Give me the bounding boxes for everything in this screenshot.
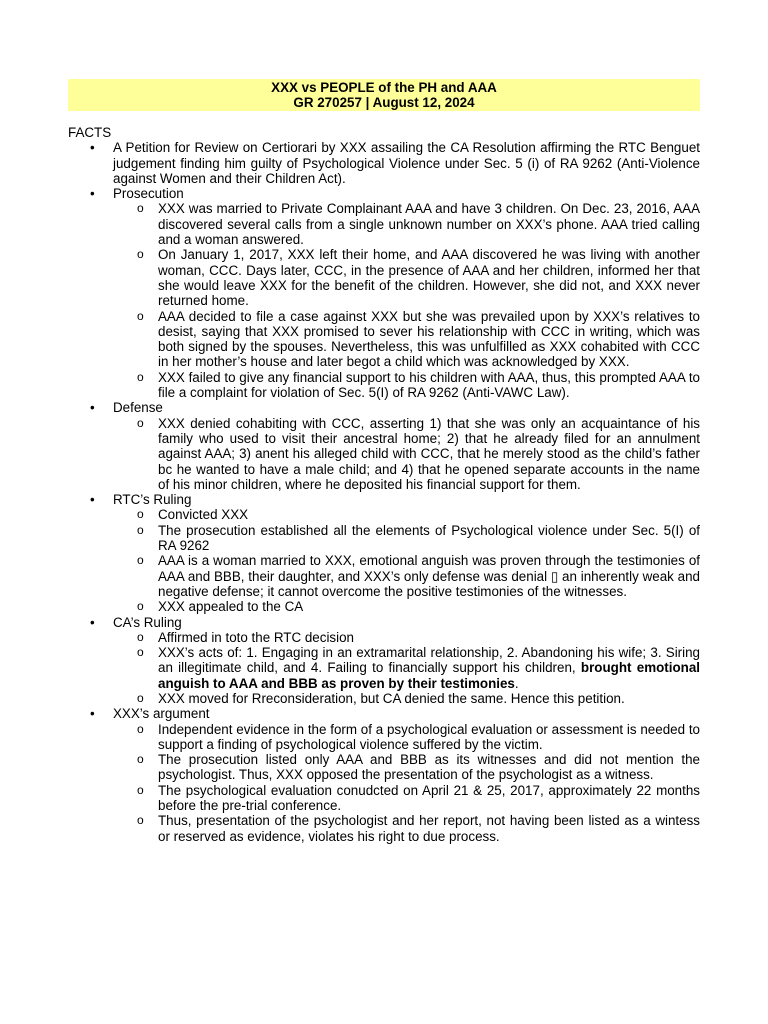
list-item: o Convicted XXX <box>137 507 249 523</box>
list-item-xxx-argument <box>68 706 700 844</box>
ca-ruling-label: CA’s Ruling <box>113 614 182 630</box>
prosecution-list <box>113 201 700 400</box>
sub-bullet-icon: o <box>137 629 144 644</box>
sub-bullet-icon: o <box>137 522 144 537</box>
list-item: o AAA is a woman married to XXX, emotional anguish was proven through the testimonies of AAA and BBB, their daughter, and XXX’s only defense was denial ▯ an inherently weak and negative defense; it cannot overcome the positive testimonies of the witnesses. <box>137 553 700 599</box>
section-heading: FACTS <box>68 125 112 140</box>
sub-bullet-icon: o <box>137 813 144 828</box>
sub-bullet-icon: o <box>137 553 144 568</box>
bold-emphasis: brought emotional anguish to AAA and BBB as proven by their testimonies <box>158 660 701 691</box>
list-item: o Affirmed in toto the RTC decision <box>137 629 354 645</box>
list-item: o The psychological evaluation conudcted on April 21 & 25, 2017, approximately 22 months before the pre-trial conference. <box>137 782 700 814</box>
sub-bullet-icon: o <box>137 507 144 522</box>
sub-bullet-icon: o <box>137 201 144 216</box>
list-item: o The prosecution listed only AAA and BBB as its witnesses and did not mention the psychologist. Thus, XXX opposed the presentation of the psychologist as a witness. <box>137 752 700 783</box>
case-title: XXX vs PEOPLE of the PH and AAA <box>271 80 497 95</box>
sub-bullet-icon: o <box>137 308 144 323</box>
bullet-icon: • <box>90 492 95 508</box>
sub-bullet-icon: o <box>137 247 144 262</box>
list-item: o AAA decided to file a case against XXX but she was prevailed upon by XXX’s relatives to desist, saying that XXX promised to sever his relationship with CCC in writing, which was both signed by the spouses. Nevertheless, this was unfulfilled as XXX cohabited with CCC in her mother’s house and later begot a child which was acknowledged by XXX. <box>137 308 700 370</box>
sub-bullet-icon: o <box>137 599 144 614</box>
sub-bullet-icon: o <box>137 645 144 660</box>
list-item: o XXX appealed to the CA <box>137 599 304 615</box>
list-item-ca-ruling <box>68 615 700 707</box>
bullet-icon: • <box>90 140 95 156</box>
list-item: o XXX’s acts of: 1. Engaging in an extramarital relationship, 2. Abandoning his wife; 3. Siring an illegitimate child, and 4. Failing to financially support his children, brought emotional anguish to AAA and BBB as proven by their testimonies. <box>137 645 701 691</box>
list-item-petition <box>68 140 700 186</box>
list-item: o The prosecution established all the elements of Psychological violence under Sec. 5(I) of RA 9262 <box>137 522 700 554</box>
rtc-ruling-list <box>113 507 700 614</box>
list-item: o Independent evidence in the form of a psychological evaluation or assessment is needed to support a finding of psychological violence suffered by the victim. <box>137 721 700 752</box>
list-item: o XXX failed to give any financial support to his children with AAA, thus, this prompted AAA to file a complaint for violation of Sec. 5(I) of RA 9262 (Anti-VAWC Law). <box>137 369 700 401</box>
bullet-icon: • <box>90 706 95 722</box>
bullet-icon: • <box>90 614 95 630</box>
ca-ruling-list <box>113 630 700 706</box>
list-item-rtc-ruling <box>68 492 700 614</box>
facts-section <box>68 125 700 844</box>
list-item: o XXX moved for Rreconsideration, but CA denied the same. Hence this petition. <box>137 690 625 706</box>
petition-text: A Petition for Review on Certiorari by XXX assailing the CA Resolution affirming the RTC Benguet judgement finding him guilty of Psychological Violence under Sec. 5 (i) of RA 9262 (Anti-Violence against Women and their Children Act). <box>113 140 700 186</box>
sub-bullet-icon: o <box>137 690 144 705</box>
argument-list <box>113 722 700 844</box>
list-item-prosecution <box>68 186 700 400</box>
case-title-box <box>68 79 700 111</box>
defense-list <box>113 416 700 492</box>
sub-bullet-icon: o <box>137 369 144 384</box>
list-item: o Thus, presentation of the psychologist and her report, not having been listed as a wintess or reserved as evidence, violates his right to due process. <box>137 813 700 844</box>
list-item: o XXX was married to Private Complainant AAA and have 3 children. On Dec. 23, 2016, AAA discovered several calls from a single unknown number on XXX’s phone. AAA tried calling and a woman answered. <box>137 201 700 248</box>
prosecution-label: Prosecution <box>113 186 184 202</box>
list-item: o XXX denied cohabiting with CCC, asserting 1) that she was only an acquaintance of his family who used to visit their ancestral home; 2) that he already filed for an annulment against AAA; 3) anent his alleged child with CCC, that he merely stood as the child’s father bc he wanted to have a male child; and 4) that he opened separate accounts in the name of his minor children, where he deposited his financial support for them. <box>137 415 700 492</box>
list-item-defense <box>68 400 700 492</box>
sub-bullet-icon: o <box>137 782 144 797</box>
facts-list <box>68 140 700 844</box>
bullet-icon: • <box>90 186 95 202</box>
bullet-icon: • <box>90 400 95 416</box>
document-page <box>68 79 700 844</box>
sub-bullet-icon: o <box>137 721 144 736</box>
rtc-ruling-label: RTC’s Ruling <box>113 492 192 508</box>
sub-bullet-icon: o <box>137 415 144 430</box>
sub-bullet-icon: o <box>137 752 144 767</box>
case-number-date: GR 270257 | August 12, 2024 <box>293 95 475 110</box>
argument-label: XXX’s argument <box>113 706 210 722</box>
defense-label: Defense <box>113 400 163 416</box>
list-item: o On January 1, 2017, XXX left their home, and AAA discovered he was living with another woman, CCC. Days later, CCC, in the presence of AAA and her children, informed her that she would leave XXX for the benefit of the children. However, she did not, and XXX never returned home. <box>137 247 700 309</box>
